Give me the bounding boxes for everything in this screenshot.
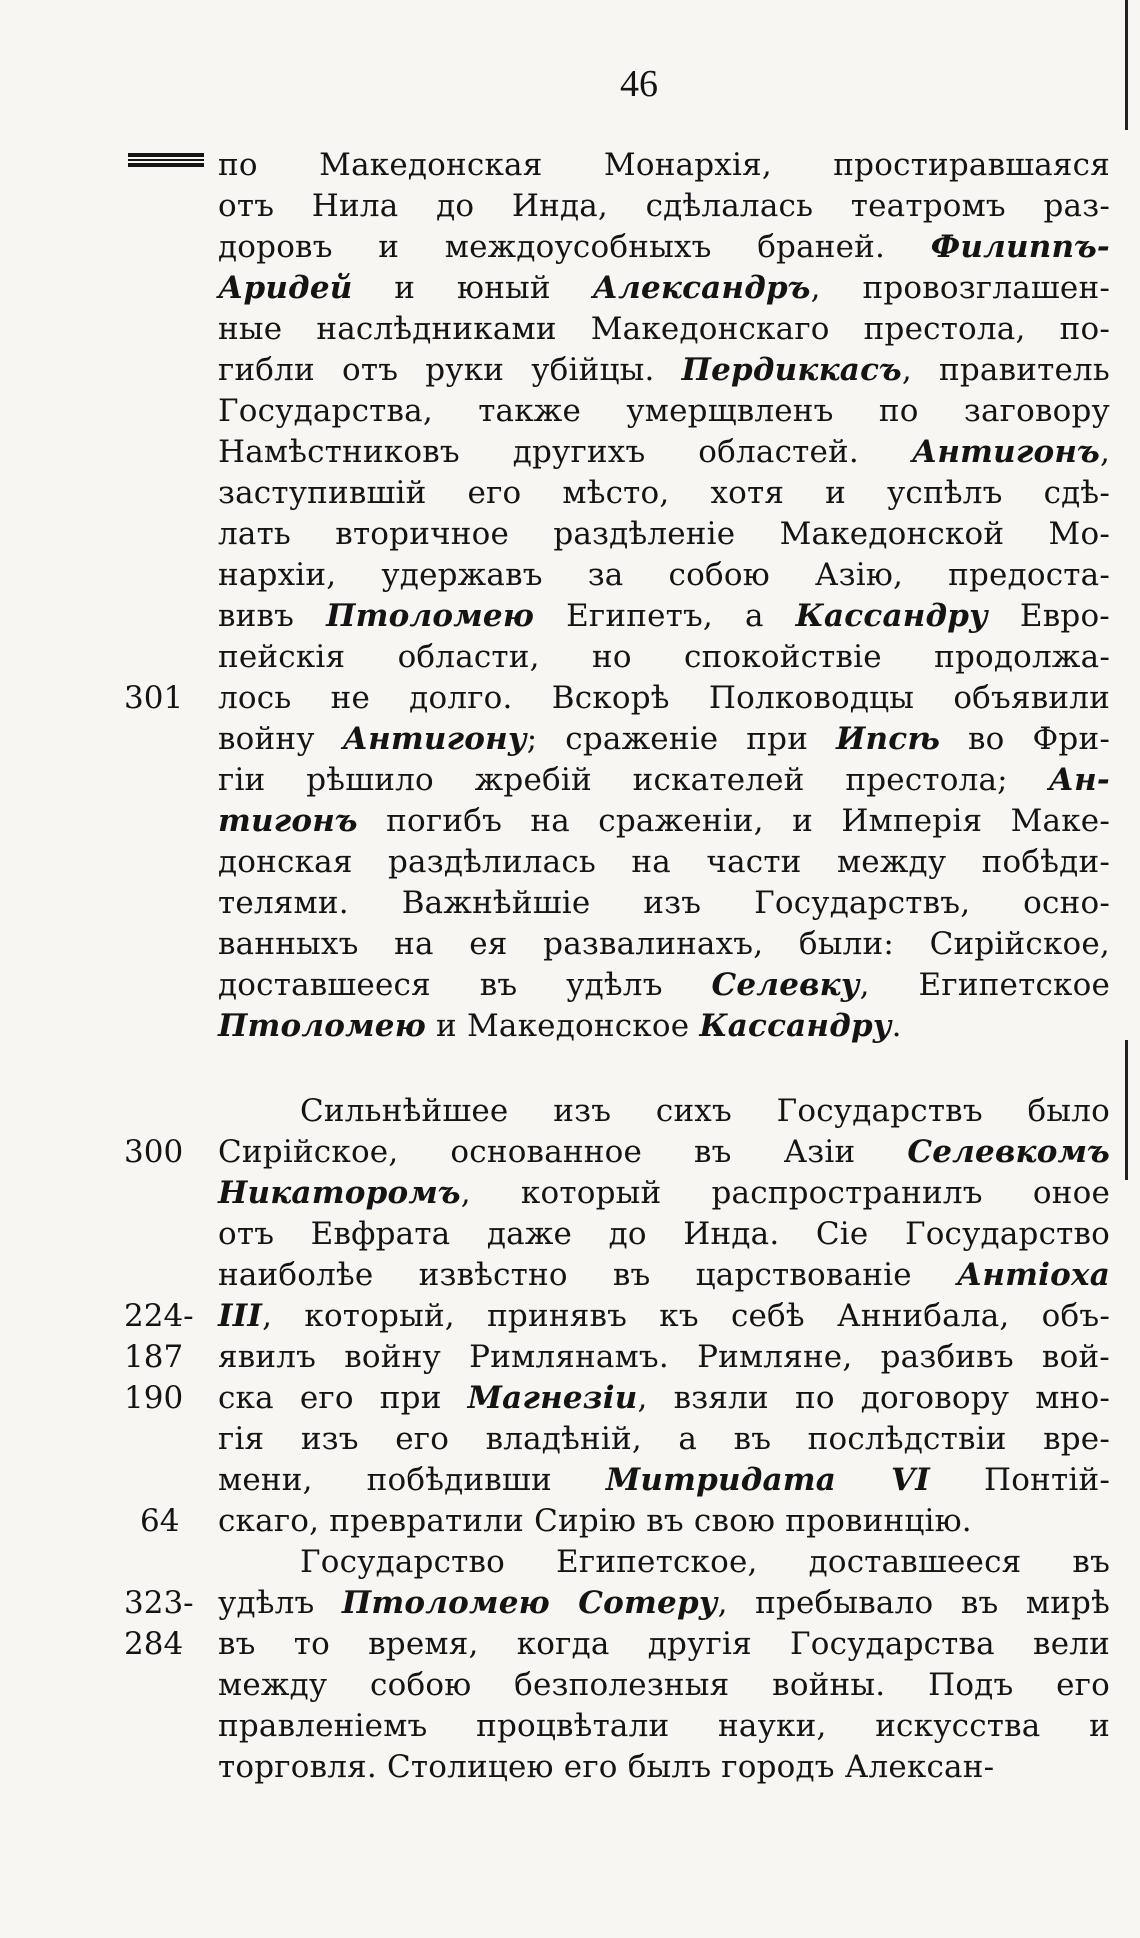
text-run: гіи рѣшило жребій искателей престола;	[218, 762, 1049, 798]
italic-name: Магнезіи	[467, 1380, 638, 1416]
text-line	[218, 227, 1110, 267]
text-line	[218, 514, 1110, 554]
margin-date: 190	[124, 1380, 184, 1416]
text-line	[218, 965, 1110, 1005]
text-run: , провозглашен-	[810, 270, 1111, 306]
text-line	[218, 555, 1110, 595]
text-run: ска его при	[218, 1380, 468, 1416]
text-line	[218, 391, 1110, 431]
text-run: удѣлъ	[218, 1585, 342, 1621]
text-run: доставшееся въ удѣлъ	[218, 967, 712, 1003]
text-line	[218, 1583, 1110, 1623]
text-run: въ то время, когда другія Государства вели	[218, 1626, 1110, 1662]
text-line	[218, 1255, 1110, 1295]
text-line	[218, 1378, 1110, 1418]
text-line	[218, 145, 1110, 185]
text-run: Евро-	[987, 598, 1110, 634]
text-line	[300, 1091, 1110, 1131]
text-run: доровъ и междоусобныхъ браней.	[218, 229, 931, 265]
margin-date: 300	[124, 1134, 184, 1170]
text-line	[218, 678, 1110, 718]
text-run: , Египетское	[859, 967, 1110, 1003]
italic-name: Селевкомъ	[907, 1134, 1110, 1170]
text-run: ные наслѣдниками Македонскаго престола, по-	[218, 311, 1110, 347]
text-run: гія изъ его владѣній, а въ послѣдствіи вре-	[218, 1421, 1110, 1457]
text-run: ,	[1099, 434, 1110, 470]
text-run: погибъ на сраженіи, и Имперія Маке-	[357, 803, 1110, 839]
text-run: , взяли по договору мно-	[637, 1380, 1110, 1416]
text-line	[218, 1296, 1110, 1336]
text-run: торговля. Столицею его былъ городъ Алексан-	[218, 1749, 995, 1785]
text-line	[218, 924, 1110, 964]
text-line	[218, 1460, 1110, 1500]
italic-name: Кассандру	[699, 1008, 892, 1044]
text-run: отъ Нила до Инда, сдѣлалась театромъ раз-	[218, 188, 1110, 224]
text-line	[218, 473, 1110, 513]
text-run: скаго, превратили Сирію въ свою провинцію.	[218, 1503, 972, 1539]
italic-name: Ипсѣ	[836, 721, 941, 757]
margin-date: 284	[124, 1626, 184, 1662]
text-run: гибли отъ руки убійцы.	[218, 352, 682, 388]
italic-name: Александръ	[592, 270, 811, 306]
text-run: ; сраженіе при	[526, 721, 837, 757]
text-line	[218, 268, 1110, 308]
italic-name: Селевку	[711, 967, 860, 1003]
text-line	[218, 596, 1110, 636]
margin-date: 187	[124, 1339, 184, 1375]
text-run: вивъ	[218, 598, 327, 634]
text-line	[218, 350, 1110, 390]
text-run: Сильнѣйшее изъ сихъ Государствъ было	[300, 1093, 1110, 1129]
text-line	[218, 1747, 1110, 1787]
italic-name: Птоломею	[218, 1008, 426, 1044]
text-run: лать вторичное раздѣленіе Македонской Мо-	[218, 516, 1110, 552]
italic-name: Антигону	[342, 721, 527, 757]
text-run: отъ Евфрата даже до Инда. Сіе Государство	[218, 1216, 1110, 1252]
text-line	[218, 1132, 1110, 1172]
italic-name: Ан-	[1048, 762, 1110, 798]
italic-name: Филиппъ-	[930, 229, 1110, 265]
text-line	[218, 1665, 1110, 1705]
text-run: донская раздѣлилась на части между побѣди-	[218, 844, 1110, 880]
text-run: Египетъ, а	[534, 598, 796, 634]
text-run: и юный	[352, 270, 593, 306]
text-run: лось не долго. Вскорѣ Полководцы объявили	[218, 680, 1110, 716]
text-line	[218, 801, 1110, 841]
text-line	[218, 1624, 1110, 1664]
italic-name: Кассандру	[795, 598, 988, 634]
italic-name: Птоломею	[326, 598, 535, 634]
text-run: между собою безполезныя войны. Подъ его	[218, 1667, 1110, 1703]
text-line	[218, 1006, 1110, 1046]
text-run: во Фри-	[940, 721, 1111, 757]
margin-date: 64	[140, 1503, 180, 1539]
text-run: телями. Важнѣйшіе изъ Государствъ, осно-	[218, 885, 1110, 921]
text-run: .	[891, 1008, 902, 1044]
italic-name: Птоломею Сотеру	[341, 1585, 718, 1621]
text-run: пейскія области, но спокойствіе продолжа-	[218, 639, 1110, 675]
text-run: ванныхъ на ея развалинахъ, были: Сирійское,	[218, 926, 1110, 962]
text-line	[218, 719, 1110, 759]
text-run: правленіемъ процвѣтали науки, искусства и	[218, 1708, 1110, 1744]
text-line	[218, 1419, 1110, 1459]
margin-date: 224-	[124, 1298, 194, 1334]
text-run: заступившій его мѣсто, хотя и успѣлъ сдѣ-	[218, 475, 1110, 511]
text-line	[218, 432, 1110, 472]
text-line	[218, 186, 1110, 226]
text-run: Государства, также умерщвленъ по заговору	[218, 393, 1110, 429]
text-run: наиболѣе извѣстно въ царствованіе	[218, 1257, 957, 1293]
page-number: 46	[620, 63, 658, 105]
text-line	[218, 309, 1110, 349]
italic-name: Антіоха	[956, 1257, 1110, 1293]
text-run: Государство Египетское, доставшееся въ	[300, 1544, 1110, 1580]
scan-edge-line	[1125, 0, 1128, 130]
text-run: нархіи, удержавъ за собою Азію, предоста-	[218, 557, 1110, 593]
margin-date: 323-	[124, 1585, 194, 1621]
text-line	[218, 842, 1110, 882]
text-run: , который, принявъ къ себѣ Аннибала, объ-	[262, 1298, 1110, 1334]
text-run: Сирійское, основанное въ Азіи	[218, 1134, 908, 1170]
header-rule	[128, 153, 204, 167]
italic-name: Митридата VI	[605, 1462, 930, 1498]
text-line	[218, 883, 1110, 923]
text-run: мени, побѣдивши	[218, 1462, 606, 1498]
margin-date: 301	[124, 680, 184, 716]
scan-edge-line	[1125, 1040, 1128, 1180]
text-line	[218, 1706, 1110, 1746]
text-line	[218, 1214, 1110, 1254]
italic-name: Аридей	[218, 270, 353, 306]
text-run: и Македонское	[425, 1008, 700, 1044]
text-line	[218, 1173, 1110, 1213]
text-run: , который распространилъ оное	[460, 1175, 1110, 1211]
text-run: Намѣстниковъ другихъ областей.	[218, 434, 912, 470]
italic-name: Никаторомъ	[218, 1175, 461, 1211]
italic-name: Антигонъ	[911, 434, 1100, 470]
italic-name: тигонъ	[218, 803, 358, 839]
text-line	[218, 760, 1110, 800]
text-run: , правитель	[901, 352, 1110, 388]
italic-name: III	[218, 1298, 263, 1334]
italic-name: Пердиккасъ	[681, 352, 902, 388]
text-run: , пребывало въ мирѣ	[717, 1585, 1110, 1621]
text-line	[218, 637, 1110, 677]
text-line	[300, 1542, 1110, 1582]
text-run: войну	[218, 721, 343, 757]
text-line	[218, 1501, 1110, 1541]
text-run: явилъ войну Римлянамъ. Римляне, разбивъ вой-	[218, 1339, 1110, 1375]
text-run: Понтій-	[930, 1462, 1110, 1498]
text-line	[218, 1337, 1110, 1377]
text-run: по Македонская Монархія, простиравшаяся	[218, 147, 1110, 183]
